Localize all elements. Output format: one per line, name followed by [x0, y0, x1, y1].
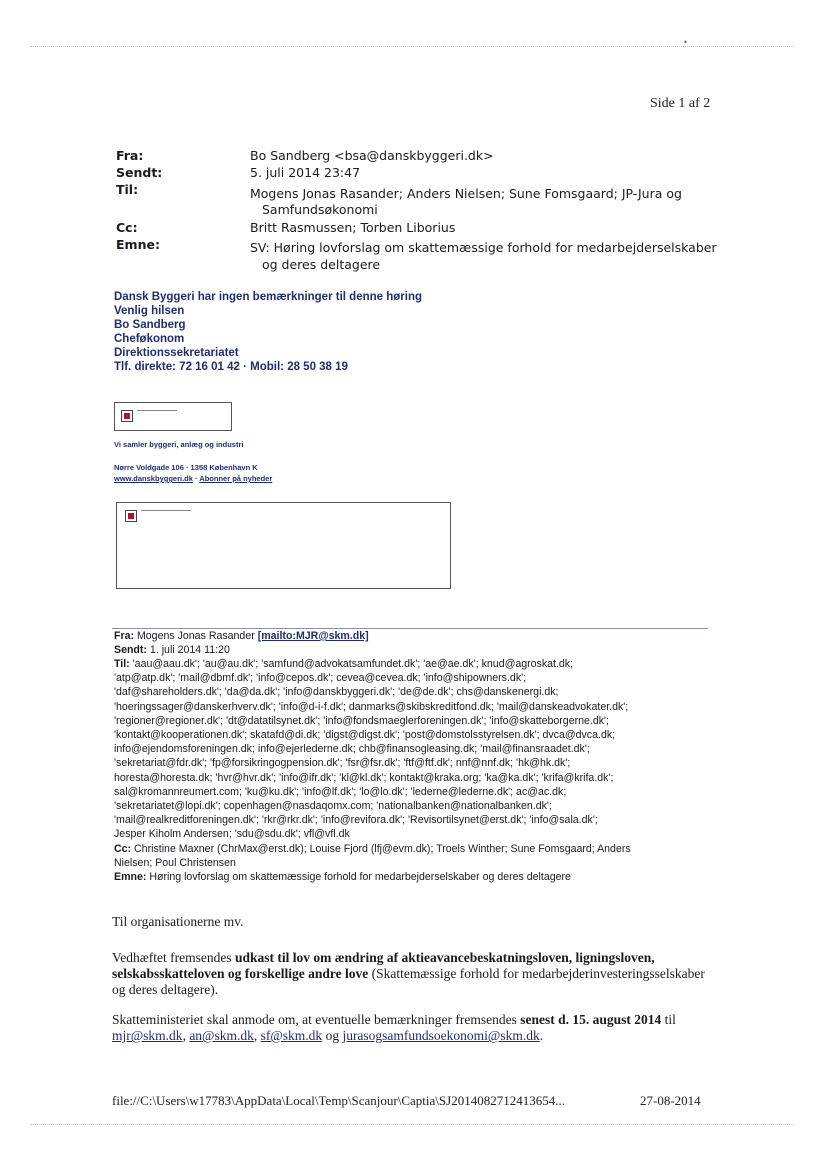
signature-title: Cheføkonom	[114, 333, 185, 345]
separator-comma: ,	[253, 1028, 261, 1043]
fwd-cc-label: Cc:	[114, 842, 132, 855]
letter-greeting: Til organisationerne mv.	[112, 914, 244, 929]
fwd-from-label: Fra:	[114, 630, 135, 642]
fwd-subject-value: Høring lovforslag om skattemæssige forhold for medarbejderselskaber og deres deltagere	[149, 871, 571, 884]
fwd-cc-line: Christine Maxner (ChrMax@erst.dk); Louise Fjord (lfj@evm.dk); Troels Winther; Sune Fomsgaard; Anders	[134, 842, 631, 855]
fwd-to-line: 'sekretariatet@lopi.dk'; copenhagen@nasdaqomx.com; 'nationalbanken@nationalbanken.dk';	[114, 800, 552, 813]
scan-mark: •	[683, 38, 688, 47]
bottom-rule	[30, 1124, 794, 1125]
fwd-sent-value: 1. juli 2014 11:20	[149, 644, 230, 656]
fwd-to-line: 'hoeringssager@danskerhverv.dk'; 'info@d-i-f.dk'; danmarks@skibskreditfond.dk; 'mail@danskeadvokater.dk';	[114, 700, 629, 713]
para2-til: til	[661, 1012, 676, 1027]
signature-phone: Tlf. direkte: 72 16 01 42 · Mobil: 28 50 38 19	[114, 361, 348, 373]
image-caption-line	[137, 410, 177, 411]
separator-period: .	[539, 1028, 544, 1043]
signature-department: Direktionssekretariatet	[114, 347, 239, 359]
separator-comma: ,	[182, 1028, 190, 1043]
subject-value-cont: og deres deltagere	[262, 257, 381, 272]
subscribe-link[interactable]: Abonner på nyheder	[199, 474, 273, 483]
separator-og: og	[322, 1028, 343, 1043]
fwd-subject-label: Emne:	[114, 871, 147, 884]
from-value: Bo Sandberg <bsa@danskbyggeri.dk>	[250, 148, 494, 163]
org-address: Nørre Voldgade 106 · 1358 København K	[114, 463, 258, 472]
email-link[interactable]: jurasogsamfundsoekonomi@skm.dk	[342, 1028, 540, 1043]
subject-value: SV: Høring lovforslag om skattemæssige forhold for medarbejderselskaber	[250, 240, 717, 255]
to-label: Til:	[116, 182, 139, 197]
para2-text: Skatteministeriet skal anmode om, at eventuelle bemærkninger fremsendes	[112, 1012, 521, 1027]
signature-greeting: Venlig hilsen	[114, 305, 185, 317]
to-value-cont: Samfundsøkonomi	[262, 202, 378, 217]
top-rule	[30, 46, 794, 47]
fwd-to-line: 'aau@aau.dk'; 'au@au.dk'; 'samfund@advokatsamfundet.dk'; 'ae@ae.dk'; knud@agroskat.dk;	[132, 658, 574, 670]
signature-statement: Dansk Byggeri har ingen bemærkninger til denne høring	[114, 291, 422, 303]
fwd-sent-label: Sendt:	[114, 644, 147, 656]
fwd-to-line: info@ejendomsforeningen.dk; info@ejerlederne.dk; chb@finansogleasing.dk; 'mail@finansraadet.dk';	[114, 743, 590, 756]
fwd-from-value: Mogens Jonas Rasander	[136, 630, 255, 642]
sent-value: 5. juli 2014 23:47	[250, 165, 361, 180]
page-number: Side 1 af 2	[650, 96, 711, 111]
email-link[interactable]: an@skm.dk	[189, 1028, 254, 1043]
broken-image-icon	[121, 410, 133, 422]
from-label: Fra:	[116, 148, 144, 163]
para2-deadline: senest d. 15. august 2014	[520, 1012, 662, 1027]
para1-text-end: (Skattemæssige forhold for medarbejderinvesteringsselskaber og deres deltagere).	[112, 966, 705, 997]
fwd-to-line: 'regioner@regioner.dk'; 'dt@datatilsynet.dk'; 'info@fondsmaeglerforeningen.dk'; 'info@skatteborgerne.dk';	[114, 714, 609, 727]
fwd-to-line: 'sekretariat@fdr.dk'; 'fp@forsikringogpension.dk'; 'fsr@fsr.dk'; 'ftf@ftf.dk'; nnf@nnf.dk; 'hk@hk.dk';	[114, 757, 571, 770]
subject-label: Emne:	[116, 237, 160, 252]
fwd-cc-line: Nielsen; Poul Christensen	[114, 856, 236, 869]
fwd-to-line: 'daf@shareholders.dk'; 'da@da.dk'; 'info@danskbyggeri.dk'; 'de@de.dk'; chs@danskenergi.dk;	[114, 686, 559, 699]
fwd-to-line: 'atp@atp.dk'; 'mail@dbmf.dk'; 'info@cepos.dk'; cevea@cevea.dk; 'info@shipowners.dk';	[114, 672, 527, 685]
cc-label: Cc:	[116, 220, 138, 235]
link-separator: ·	[192, 474, 200, 483]
sent-label: Sendt:	[116, 165, 163, 180]
email-link[interactable]: sf@skm.dk	[260, 1028, 323, 1043]
fwd-to-line: 'mail@realkreditforeningen.dk'; 'rkr@rkr.dk'; 'info@revifora.dk'; 'Revisortilsynet@erst.dk'; 'info@sala.dk';	[114, 814, 598, 827]
website-link[interactable]: www.danskbyggeri.dk	[114, 474, 193, 483]
fwd-from-mailto-link[interactable]: [mailto:MJR@skm.dk]	[257, 630, 369, 642]
fwd-to-line: 'kontakt@kooperationen.dk'; skatafd@di.dk; 'digst@digst.dk'; 'post@domstolsstyrelsen.dk'; dvca@dvca.dk;	[114, 729, 616, 742]
letter-paragraph-1	[112, 950, 712, 998]
fwd-to-label: Til:	[114, 658, 130, 670]
fwd-sent	[114, 643, 714, 657]
cc-value: Britt Rasmussen; Torben Liborius	[250, 220, 456, 235]
para1-text: Vedhæftet fremsendes	[112, 950, 235, 965]
footer-file-path: file://C:\Users\w17783\AppData\Local\Temp\Scanjour\Captia\SJ2014082712413654...	[112, 1093, 565, 1108]
fwd-to-line: sal@kromannreumert.com; 'ku@ku.dk'; 'info@lf.dk'; 'lo@lo.dk'; 'lederne@lederne.dk'; ac@ac.dk;	[114, 785, 567, 798]
banner-image-placeholder	[116, 502, 451, 589]
letter-paragraph-2	[112, 1012, 712, 1044]
fwd-to-line: horesta@horesta.dk; 'hvr@hvr.dk'; 'info@ifr.dk'; 'kl@kl.dk'; kontakt@kraka.org; 'ka@ka.dk'; 'krifa@krifa.dk';	[114, 771, 614, 784]
signature-name: Bo Sandberg	[114, 319, 186, 331]
org-links	[114, 474, 272, 483]
email-link[interactable]: mjr@skm.dk	[112, 1028, 183, 1043]
para1-bold: udkast til lov om ændring af aktieavancebeskatningsloven, ligningsloven, selskabsskatteloven og forskellige andre love	[112, 950, 655, 981]
to-value: Mogens Jonas Rasander; Anders Nielsen; Sune Fomsgaard; JP-Jura og	[250, 186, 682, 201]
logo-image-placeholder	[114, 402, 232, 431]
broken-image-icon	[125, 510, 137, 522]
org-tagline: Vi samler byggeri, anlæg og industri	[114, 440, 244, 449]
fwd-to-block	[114, 657, 714, 884]
fwd-to-line: Jesper Kiholm Andersen; 'sdu@sdu.dk'; vfl@vfl.dk	[114, 828, 350, 841]
footer-date: 27-08-2014	[640, 1093, 701, 1108]
image-caption-line	[141, 510, 191, 511]
fwd-from	[114, 629, 714, 643]
